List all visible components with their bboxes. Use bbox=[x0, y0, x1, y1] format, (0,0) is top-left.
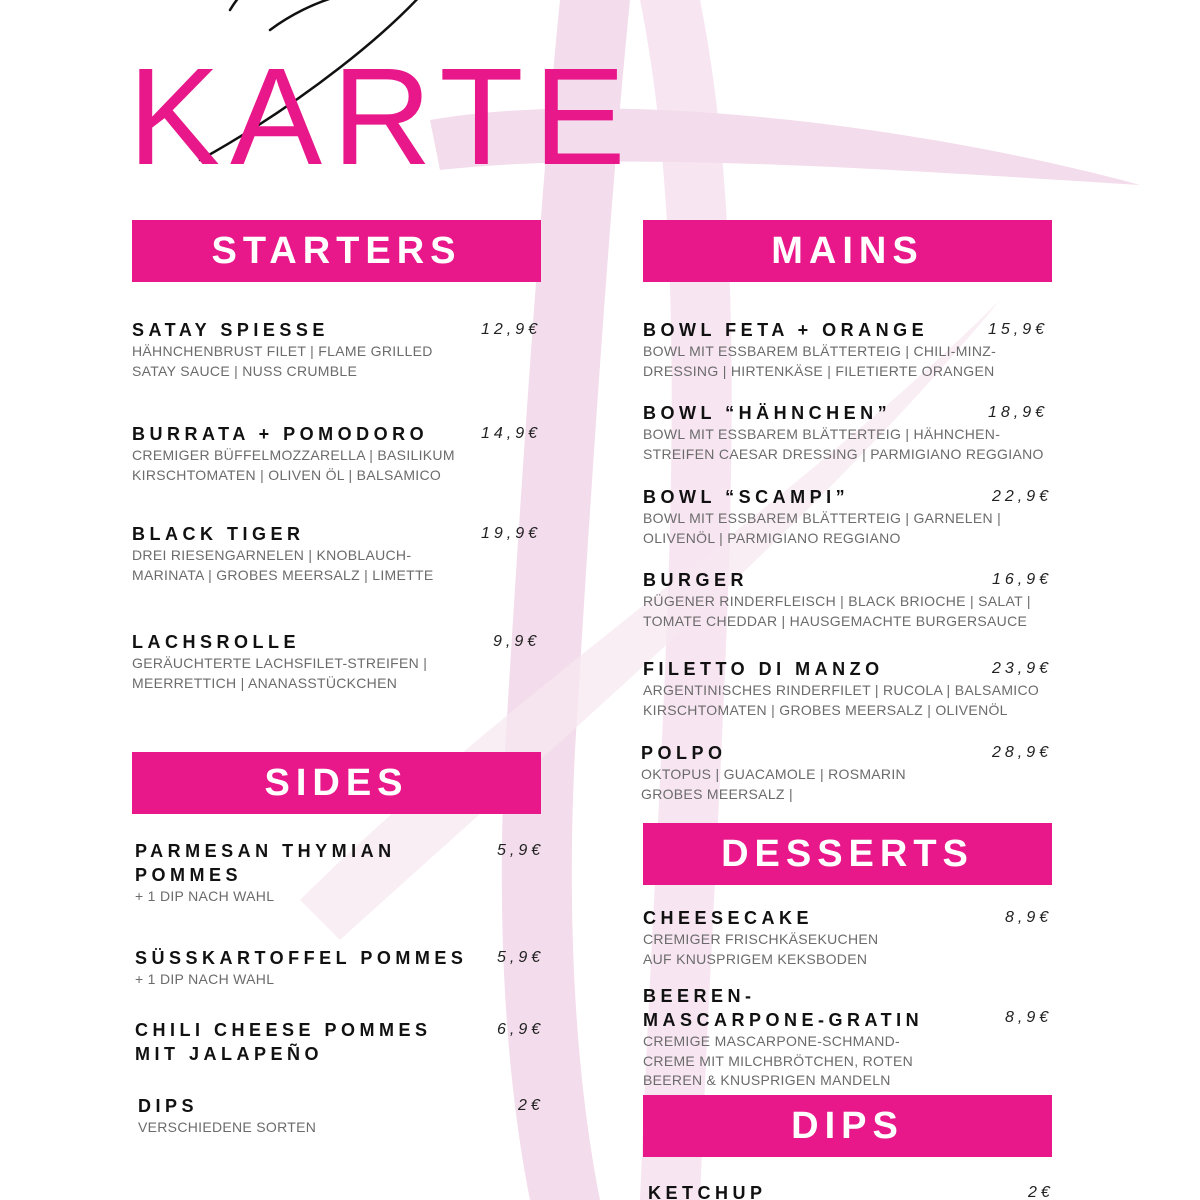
menu-item bbox=[135, 946, 545, 990]
section-header-starters: STARTERS bbox=[132, 220, 541, 282]
item-name: BOWL FETA + ORANGE bbox=[643, 320, 929, 340]
item-price: 12,9€ bbox=[481, 321, 542, 338]
item-description: CREMIGER BÜFFELMOZZARELLA | BASILIKUM KIRSCHTOMATEN | OLIVEN ÖL | BALSAMICO bbox=[132, 447, 455, 483]
item-price: 2€ bbox=[1028, 1184, 1054, 1200]
menu-item bbox=[135, 839, 545, 907]
menu-item bbox=[132, 522, 542, 585]
item-name: POLPO bbox=[641, 743, 727, 763]
menu-item bbox=[132, 422, 542, 485]
item-price: 6,9€ bbox=[497, 1021, 545, 1038]
item-name: BOWL “HÄHNCHEN” bbox=[643, 403, 892, 423]
item-name: DIPS bbox=[138, 1096, 199, 1116]
menu-item bbox=[643, 984, 1055, 1091]
menu-item bbox=[643, 657, 1055, 720]
item-name: CHEESECAKE bbox=[643, 908, 814, 928]
item-price: 14,9€ bbox=[481, 425, 542, 442]
item-description: BOWL MIT ESSBAREM BLÄTTERTEIG | GARNELEN | OLIVENÖL | PARMIGIANO REGGIANO bbox=[643, 510, 1002, 546]
item-description: + 1 DIP NACH WAHL bbox=[135, 888, 275, 904]
item-description: CREMIGER FRISCHKÄSEKUCHEN AUF KNUSPRIGEM KEKSBODEN bbox=[643, 931, 879, 967]
item-name: KETCHUP bbox=[648, 1183, 767, 1200]
item-description: BOWL MIT ESSBAREM BLÄTTERTEIG | CHILI-MINZ- DRESSING | HIRTENKÄSE | FILETIERTE ORANGEN bbox=[643, 343, 997, 379]
item-description: ARGENTINISCHES RINDERFILET | RUCOLA | BALSAMICO KIRSCHTOMATEN | GROBES MEERSALZ | OLIVENÖL bbox=[643, 682, 1040, 718]
section-header-sides: SIDES bbox=[132, 752, 541, 814]
item-price: 23,9€ bbox=[992, 660, 1053, 677]
item-description: CREMIGE MASCARPONE-SCHMAND- CREME MIT MILCHBRÖTCHEN, ROTEN BEEREN & KNUSPRIGEN MANDELN bbox=[643, 1033, 914, 1088]
item-description: OKTOPUS | GUACAMOLE | ROSMARIN GROBES MEERSALZ | bbox=[641, 766, 906, 802]
menu-item bbox=[132, 318, 542, 381]
menu-item bbox=[643, 568, 1055, 631]
item-price: 5,9€ bbox=[497, 949, 545, 966]
item-name: LACHSROLLE bbox=[132, 632, 300, 652]
item-price: 9,9€ bbox=[493, 633, 541, 650]
item-description: + 1 DIP NACH WAHL bbox=[135, 971, 275, 987]
menu-item bbox=[643, 906, 1055, 969]
menu-item bbox=[643, 401, 1055, 464]
item-name: CHILI CHEESE POMMES MIT JALAPEÑO bbox=[135, 1020, 432, 1064]
item-price: 19,9€ bbox=[481, 525, 542, 542]
section-header-mains: MAINS bbox=[643, 220, 1052, 282]
item-price: 15,9€ bbox=[988, 321, 1049, 338]
item-price: 5,9€ bbox=[497, 842, 545, 859]
menu-item bbox=[641, 741, 1055, 804]
item-price: 16,9€ bbox=[992, 571, 1053, 588]
item-name: BURGER bbox=[643, 570, 749, 590]
menu-item bbox=[132, 630, 542, 693]
item-name: BLACK TIGER bbox=[132, 524, 305, 544]
item-price: 2€ bbox=[518, 1097, 544, 1114]
section-header-dips: DIPS bbox=[643, 1095, 1052, 1157]
item-description: VERSCHIEDENE SORTEN bbox=[138, 1119, 317, 1135]
item-name: BEEREN- MASCARPONE-GRATIN bbox=[643, 986, 924, 1030]
item-description: GERÄUCHTERTE LACHSFILET-STREIFEN | MEERRETTICH | ANANASSTÜCKCHEN bbox=[132, 655, 428, 691]
section-header-desserts: DESSERTS bbox=[643, 823, 1052, 885]
menu-item bbox=[643, 485, 1055, 548]
item-name: FILETTO DI MANZO bbox=[643, 659, 884, 679]
menu-item bbox=[138, 1094, 548, 1138]
item-name: SÜSSKARTOFFEL POMMES bbox=[135, 948, 468, 968]
item-price: 8,9€ bbox=[1005, 1009, 1053, 1026]
item-price: 28,9€ bbox=[992, 744, 1053, 761]
item-name: PARMESAN THYMIAN POMMES bbox=[135, 841, 396, 885]
item-name: SATAY SPIESSE bbox=[132, 320, 329, 340]
menu-item bbox=[135, 1018, 545, 1066]
page-title: KARTE bbox=[128, 40, 636, 194]
item-description: BOWL MIT ESSBAREM BLÄTTERTEIG | HÄHNCHEN- STREIFEN CAESAR DRESSING | PARMIGIANO REGGIANO bbox=[643, 426, 1044, 462]
item-price: 22,9€ bbox=[992, 488, 1053, 505]
item-description: RÜGENER RINDERFLEISCH | BLACK BRIOCHE | SALAT | TOMATE CHEDDAR | HAUSGEMACHTE BURGERSAUCE bbox=[643, 593, 1031, 629]
item-price: 18,9€ bbox=[988, 404, 1049, 421]
item-name: BURRATA + POMODORO bbox=[132, 424, 429, 444]
menu-item bbox=[643, 318, 1055, 381]
item-name: BOWL “SCAMPI” bbox=[643, 487, 850, 507]
item-description: DREI RIESENGARNELEN | KNOBLAUCH- MARINATA | GROBES MEERSALZ | LIMETTE bbox=[132, 547, 434, 583]
item-description: HÄHNCHENBRUST FILET | FLAME GRILLED SATAY SAUCE | NUSS CRUMBLE bbox=[132, 343, 433, 379]
item-price: 8,9€ bbox=[1005, 909, 1053, 926]
menu-item bbox=[648, 1182, 1055, 1200]
